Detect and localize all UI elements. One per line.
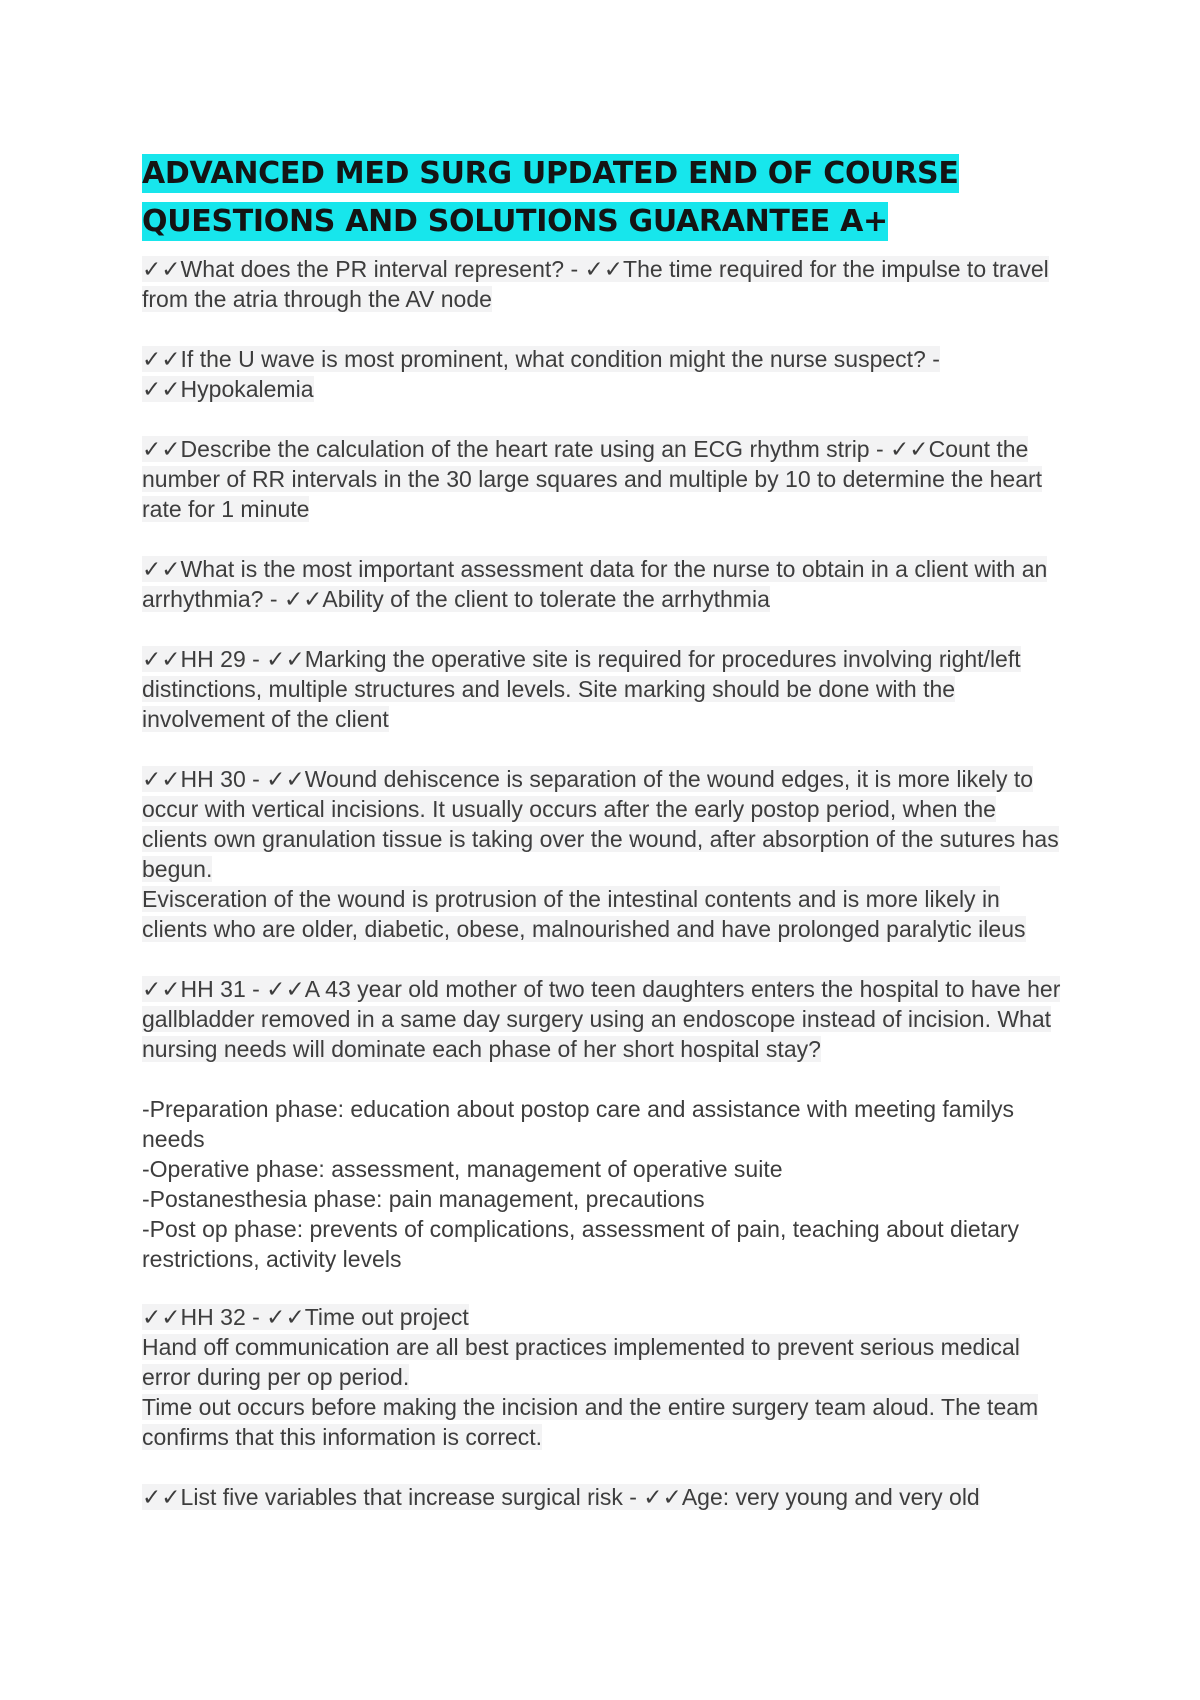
qa-text: ✓✓HH 31 - ✓✓A 43 year old mother of two teen daughters enters the hospital to have her gallbladder removed in a same day surgery using an endoscope instead of incision. What nursing needs will dominate each phase of her short hospital stay? (142, 976, 1061, 1062)
qa-item-hh-30 (142, 764, 1062, 944)
qa-item-surgical-risk (142, 1482, 1062, 1512)
qa-item-arrhythmia (142, 554, 1062, 614)
qa-text: ✓✓If the U wave is most prominent, what condition might the nurse suspect? - ✓✓Hypokalemia (142, 346, 940, 402)
phase-postanesthesia: -Postanesthesia phase: pain management, precautions (142, 1186, 705, 1212)
title-line-1: ADVANCED MED SURG UPDATED END OF COURSE (142, 156, 959, 191)
qa-item-hh-29 (142, 644, 1062, 734)
qa-text: ✓✓HH 32 - ✓✓Time out project (142, 1304, 469, 1330)
qa-text-continued-2: Time out occurs before making the incision and the entire surgery team aloud. The team confirms that this information is correct. (142, 1394, 1039, 1450)
qa-text: ✓✓Describe the calculation of the heart rate using an ECG rhythm strip - ✓✓Count the number of RR intervals in the 30 large squares and multiple by 10 to determine the heart rate for 1 minute (142, 436, 1043, 522)
phase-preparation: -Preparation phase: education about postop care and assistance with meeting familys needs (142, 1096, 1014, 1152)
qa-item-u-wave (142, 344, 1062, 404)
document-page (142, 150, 1062, 1542)
qa-text: ✓✓HH 30 - ✓✓Wound dehiscence is separation of the wound edges, it is more likely to occur with vertical incisions. It usually occurs after the early postop period, when the clients own granulation tissue is taking over the wound, after absorption of the sutures has begun. (142, 766, 1059, 882)
qa-text: ✓✓What does the PR interval represent? - ✓✓The time required for the impulse to travel from the atria through the AV node (142, 256, 1049, 312)
qa-item-hh-32 (142, 1302, 1062, 1452)
qa-text: ✓✓HH 29 - ✓✓Marking the operative site is required for procedures involving right/left distinctions, multiple structures and levels. Site marking should be done with the involvement of the client (142, 646, 1021, 732)
title-line-2: QUESTIONS AND SOLUTIONS GUARANTEE A+ (142, 204, 888, 239)
qa-item-pr-interval (142, 254, 1062, 314)
phase-list (142, 1094, 1062, 1274)
qa-item-hh-31 (142, 974, 1062, 1064)
qa-text-continued: Hand off communication are all best practices implemented to prevent serious medical error during per op period. (142, 1334, 1020, 1390)
qa-text: ✓✓List five variables that increase surgical risk - ✓✓Age: very young and very old (142, 1484, 980, 1510)
qa-item-heart-rate (142, 434, 1062, 524)
qa-text-continued: Evisceration of the wound is protrusion of the intestinal contents and is more likely in clients who are older, diabetic, obese, malnourished and have prolonged paralytic ileus (142, 886, 1026, 942)
document-title (142, 150, 1062, 246)
qa-text: ✓✓What is the most important assessment data for the nurse to obtain in a client with an arrhythmia? - ✓✓Ability of the client to tolerate the arrhythmia (142, 556, 1048, 612)
phase-post-op: -Post op phase: prevents of complications, assessment of pain, teaching about dietary restrictions, activity levels (142, 1216, 1020, 1272)
phase-operative: -Operative phase: assessment, management of operative suite (142, 1156, 783, 1182)
